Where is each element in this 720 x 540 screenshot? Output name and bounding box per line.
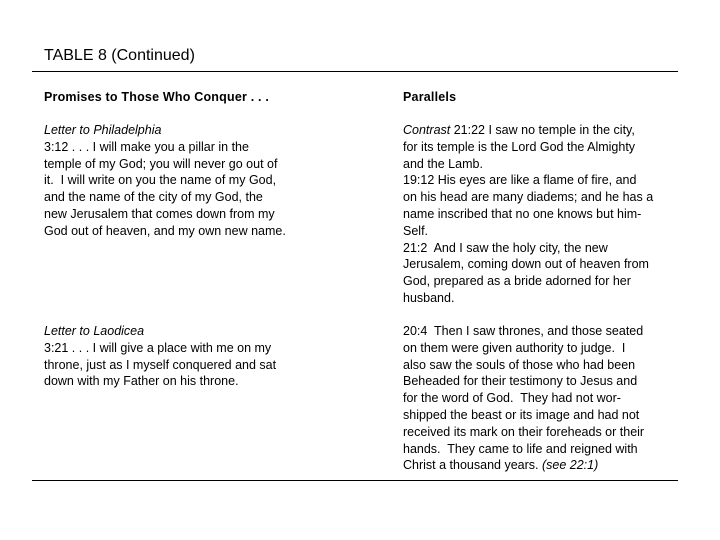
- text-line: Jerusalem, coming down out of heaven from: [403, 257, 649, 272]
- text-line: Christ a thousand years.: [403, 458, 542, 473]
- letter-heading: Letter to Philadelphia: [44, 123, 162, 137]
- row-laodicea-promise: [44, 323, 276, 390]
- text-line: 21:2 And I saw the holy city, the new: [403, 240, 608, 255]
- row-laodicea-parallels: [403, 323, 644, 474]
- text-line: Self.: [403, 223, 429, 238]
- text-line: it. I will write on you the name of my God,: [44, 173, 277, 188]
- text-line: received its mark on their foreheads or their: [403, 424, 645, 439]
- text-line: 3:12 . . . I will make you a pillar in the: [44, 139, 249, 154]
- text-line: hands. They came to life and reigned with: [403, 441, 638, 456]
- text-line: down with my Father on his throne.: [44, 374, 239, 389]
- header-parallels: Parallels: [403, 90, 457, 104]
- letter-heading: Letter to Laodicea: [44, 324, 145, 338]
- cross-reference: (see 22:1): [541, 458, 599, 473]
- text-line: 21:22 I saw no temple in the city,: [450, 123, 635, 137]
- text-line: God, prepared as a bride adorned for her: [403, 274, 631, 289]
- row-philadelphia-promise: [44, 122, 286, 240]
- text-line: for its temple is the Lord God the Almighty: [403, 139, 636, 154]
- table-title: TABLE 8 (Continued): [44, 47, 195, 64]
- contrast-label: Contrast: [403, 123, 451, 137]
- text-line: name inscribed that no one knows but him-: [403, 206, 642, 221]
- header-promises: Promises to Those Who Conquer . . .: [44, 90, 270, 104]
- text-line: also saw the souls of those who had been: [403, 357, 636, 372]
- row-philadelphia-parallels: [403, 122, 653, 307]
- text-line: Beheaded for their testimony to Jesus and: [403, 374, 638, 389]
- text-line: on them were given authority to judge. I: [403, 340, 626, 355]
- text-line: shipped the beast or its image and had not: [403, 407, 640, 422]
- text-line: 19:12 His eyes are like a flame of fire, and: [403, 173, 637, 188]
- text-line: husband.: [403, 290, 455, 305]
- bottom-divider: [32, 480, 678, 481]
- text-line: throne, just as I myself conquered and sat: [44, 357, 277, 372]
- text-line: for the word of God. They had not wor-: [403, 391, 621, 406]
- text-line: on his head are many diadems; and he has a: [403, 190, 654, 205]
- top-divider: [32, 71, 678, 72]
- text-line: and the Lamb.: [403, 156, 483, 171]
- text-line: 3:21 . . . I will give a place with me on my: [44, 340, 272, 355]
- text-line: new Jerusalem that comes down from my: [44, 206, 275, 221]
- text-line: God out of heaven, and my own new name.: [44, 223, 286, 238]
- text-line: and the name of the city of my God, the: [44, 190, 263, 205]
- text-line: temple of my God; you will never go out of: [44, 156, 278, 171]
- text-line: 20:4 Then I saw thrones, and those seated: [403, 324, 644, 338]
